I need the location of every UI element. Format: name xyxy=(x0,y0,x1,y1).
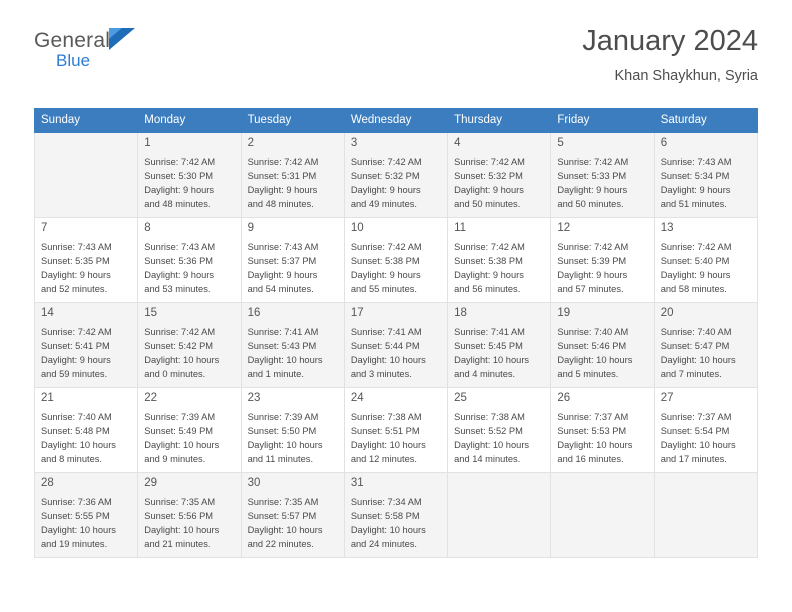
day-sun-info-line: Daylight: 9 hours xyxy=(144,184,215,195)
calendar-week-row xyxy=(35,473,758,558)
title-block xyxy=(582,26,758,84)
day-sun-info-line: Daylight: 9 hours xyxy=(557,269,628,280)
day-sun-info xyxy=(454,410,544,467)
day-sun-info-line: Sunrise: 7:40 AM xyxy=(557,326,629,337)
day-sun-info xyxy=(661,240,751,297)
day-sun-info xyxy=(557,240,647,297)
day-sun-info-line: Daylight: 9 hours xyxy=(350,269,421,280)
day-sun-info-line: Sunrise: 7:42 AM xyxy=(247,156,319,167)
day-sun-info-line: Sunrise: 7:40 AM xyxy=(660,326,732,337)
day-sun-info xyxy=(351,410,441,467)
weekday-header-tuesday: Tuesday xyxy=(241,109,344,133)
day-number: 28 xyxy=(41,477,54,490)
day-sun-info xyxy=(144,410,234,467)
day-sun-info-line: Sunset: 5:52 PM xyxy=(454,425,523,436)
day-sun-info-line: Daylight: 9 hours xyxy=(247,184,318,195)
calendar-day-cell[interactable] xyxy=(35,218,138,303)
day-number: 15 xyxy=(144,307,158,320)
day-sun-info-line: Sunrise: 7:41 AM xyxy=(247,326,319,337)
day-sun-info-line: Daylight: 9 hours xyxy=(247,269,318,280)
day-sun-info-line: Daylight: 9 hours xyxy=(660,269,731,280)
page-title: January 2024 xyxy=(582,25,758,57)
day-number: 4 xyxy=(454,137,461,149)
day-sun-info-line: and 53 minutes. xyxy=(144,283,211,294)
calendar-day-cell[interactable] xyxy=(551,133,654,218)
day-sun-info-line: Sunrise: 7:38 AM xyxy=(350,411,422,422)
page-header xyxy=(34,26,758,96)
logo-text-general: General xyxy=(34,29,111,52)
weekday-header-sunday: Sunday xyxy=(35,109,138,133)
day-sun-info-line: Sunrise: 7:35 AM xyxy=(144,496,216,507)
day-sun-info-line: Daylight: 9 hours xyxy=(41,269,111,280)
day-number: 22 xyxy=(144,392,158,405)
day-number: 18 xyxy=(454,307,467,320)
calendar-empty-cell xyxy=(654,473,757,558)
day-sun-info-line: Sunrise: 7:42 AM xyxy=(350,156,422,167)
day-sun-info-line: Daylight: 9 hours xyxy=(350,184,421,195)
day-sun-info-line: Sunset: 5:38 PM xyxy=(350,255,420,266)
day-sun-info-line: Sunset: 5:41 PM xyxy=(41,340,110,351)
calendar-day-cell[interactable] xyxy=(654,303,757,388)
day-sun-info-line: and 50 minutes. xyxy=(557,198,624,209)
logo[interactable] xyxy=(34,26,110,69)
calendar-week-row xyxy=(35,303,758,388)
day-sun-info-line: and 58 minutes. xyxy=(660,283,727,294)
calendar-week-row xyxy=(35,218,758,303)
day-sun-info-line: Sunset: 5:45 PM xyxy=(454,340,523,351)
day-sun-info xyxy=(144,325,234,382)
day-sun-info-line: and 52 minutes. xyxy=(41,283,108,294)
day-sun-info-line: and 49 minutes. xyxy=(350,198,417,209)
day-sun-info-line: Sunset: 5:35 PM xyxy=(41,255,110,266)
day-sun-info-line: Sunrise: 7:43 AM xyxy=(660,156,732,167)
day-sun-info-line: Sunrise: 7:42 AM xyxy=(350,241,422,252)
logo-text-blue: Blue xyxy=(56,51,91,70)
calendar-day-cell[interactable] xyxy=(344,388,447,473)
day-sun-info-line: Sunrise: 7:42 AM xyxy=(557,241,629,252)
calendar-day-cell[interactable] xyxy=(344,303,447,388)
day-sun-info-line: Sunset: 5:54 PM xyxy=(660,425,730,436)
day-sun-info-line: Daylight: 10 hours xyxy=(454,354,530,365)
day-sun-info xyxy=(248,155,338,212)
day-number: 13 xyxy=(660,222,674,235)
flag-highlight-icon xyxy=(109,28,122,39)
day-sun-info-line: Sunset: 5:48 PM xyxy=(41,425,110,436)
day-sun-info xyxy=(144,155,234,212)
day-sun-info-line: and 56 minutes. xyxy=(454,283,521,294)
day-sun-info-line: Sunrise: 7:42 AM xyxy=(41,326,112,337)
day-sun-info-line: Sunset: 5:58 PM xyxy=(350,510,420,521)
calendar-day-cell[interactable] xyxy=(241,133,344,218)
day-sun-info-line: Sunrise: 7:36 AM xyxy=(41,496,112,507)
day-sun-info-line: Sunrise: 7:42 AM xyxy=(144,156,216,167)
day-sun-info-line: Daylight: 9 hours xyxy=(557,184,628,195)
day-sun-info-line: Sunset: 5:30 PM xyxy=(144,170,214,181)
day-sun-info-line: and 59 minutes. xyxy=(41,368,108,379)
day-sun-info-line: Daylight: 10 hours xyxy=(454,439,530,450)
day-sun-info-line: Sunrise: 7:38 AM xyxy=(454,411,525,422)
day-sun-info-line: Daylight: 10 hours xyxy=(557,354,633,365)
day-sun-info-line: Sunset: 5:46 PM xyxy=(557,340,627,351)
day-sun-info xyxy=(351,240,441,297)
calendar-empty-cell xyxy=(448,473,551,558)
day-sun-info xyxy=(248,325,338,382)
calendar-day-cell[interactable] xyxy=(448,133,551,218)
day-sun-info-line: and 17 minutes. xyxy=(660,453,727,464)
calendar-day-cell[interactable] xyxy=(241,388,344,473)
day-sun-info-line: Sunset: 5:44 PM xyxy=(350,340,420,351)
day-number: 16 xyxy=(247,307,261,320)
calendar-day-cell[interactable] xyxy=(654,218,757,303)
calendar-day-cell[interactable] xyxy=(551,218,654,303)
day-sun-info-line: Sunrise: 7:39 AM xyxy=(247,411,319,422)
day-sun-info-line: Daylight: 10 hours xyxy=(144,439,220,450)
day-sun-info-line: Sunset: 5:37 PM xyxy=(247,255,317,266)
day-sun-info-line: and 24 minutes. xyxy=(350,538,417,549)
day-sun-info-line: Sunrise: 7:43 AM xyxy=(247,241,319,252)
day-sun-info xyxy=(454,325,544,382)
calendar-day-cell[interactable] xyxy=(35,388,138,473)
day-sun-info-line: Sunset: 5:47 PM xyxy=(660,340,730,351)
day-sun-info-line: Sunset: 5:51 PM xyxy=(350,425,420,436)
day-number: 10 xyxy=(350,222,364,235)
day-sun-info-line: and 11 minutes. xyxy=(247,453,314,464)
day-number: 23 xyxy=(247,392,261,405)
day-sun-info xyxy=(661,155,751,212)
day-sun-info-line: Daylight: 9 hours xyxy=(454,269,524,280)
day-sun-info xyxy=(351,155,441,212)
day-sun-info-line: Daylight: 9 hours xyxy=(41,354,111,365)
day-sun-info-line: Sunset: 5:50 PM xyxy=(247,425,317,436)
day-sun-info-line: Sunset: 5:33 PM xyxy=(557,170,627,181)
calendar-day-cell[interactable] xyxy=(448,388,551,473)
day-sun-info-line: and 48 minutes. xyxy=(247,198,314,209)
calendar-day-cell[interactable] xyxy=(138,133,241,218)
day-sun-info-line: Daylight: 9 hours xyxy=(454,184,524,195)
day-sun-info-line: and 7 minutes. xyxy=(660,368,722,379)
calendar-day-cell[interactable] xyxy=(654,133,757,218)
day-sun-info-line: Daylight: 9 hours xyxy=(144,269,215,280)
day-sun-info xyxy=(351,325,441,382)
day-sun-info xyxy=(557,325,647,382)
day-number: 11 xyxy=(454,222,467,235)
day-sun-info-line: Sunset: 5:31 PM xyxy=(247,170,317,181)
day-number: 7 xyxy=(41,222,48,235)
calendar-table xyxy=(34,108,758,558)
day-sun-info-line: Sunset: 5:49 PM xyxy=(144,425,214,436)
day-number: 8 xyxy=(144,222,151,235)
day-sun-info-line: and 9 minutes. xyxy=(144,453,206,464)
day-sun-info-line: Daylight: 10 hours xyxy=(660,439,736,450)
day-sun-info-line: Sunset: 5:53 PM xyxy=(557,425,627,436)
day-sun-info-line: and 57 minutes. xyxy=(557,283,624,294)
calendar-day-cell[interactable] xyxy=(344,218,447,303)
day-number: 24 xyxy=(350,392,364,405)
day-sun-info-line: Sunrise: 7:43 AM xyxy=(144,241,216,252)
calendar-week-row xyxy=(35,133,758,218)
day-sun-info-line: Sunset: 5:56 PM xyxy=(144,510,214,521)
day-sun-info-line: Sunrise: 7:40 AM xyxy=(41,411,112,422)
calendar-day-cell[interactable] xyxy=(138,218,241,303)
day-sun-info-line: Sunset: 5:42 PM xyxy=(144,340,214,351)
day-sun-info-line: Sunrise: 7:34 AM xyxy=(350,496,422,507)
calendar-day-cell[interactable] xyxy=(448,303,551,388)
day-number: 21 xyxy=(41,392,54,405)
day-sun-info xyxy=(248,495,338,552)
calendar-day-cell[interactable] xyxy=(35,473,138,558)
calendar-day-cell[interactable] xyxy=(138,303,241,388)
day-sun-info-line: Sunrise: 7:39 AM xyxy=(144,411,216,422)
calendar-day-cell[interactable] xyxy=(344,473,447,558)
day-sun-info-line: and 50 minutes. xyxy=(454,198,521,209)
day-sun-info xyxy=(144,495,234,552)
day-sun-info-line: Sunset: 5:36 PM xyxy=(144,255,214,266)
day-sun-info-line: Daylight: 10 hours xyxy=(247,524,323,535)
calendar-day-cell[interactable] xyxy=(138,388,241,473)
day-sun-info-line: Daylight: 10 hours xyxy=(350,354,426,365)
day-sun-info xyxy=(454,155,544,212)
location-subtitle: Khan Shaykhun, Syria xyxy=(614,67,758,84)
day-sun-info xyxy=(351,495,441,552)
day-number: 20 xyxy=(660,307,674,320)
day-sun-info-line: and 54 minutes. xyxy=(247,283,314,294)
day-sun-info xyxy=(41,495,131,552)
day-number: 14 xyxy=(41,307,54,320)
day-sun-info-line: Daylight: 10 hours xyxy=(41,439,116,450)
day-sun-info-line: Sunset: 5:39 PM xyxy=(557,255,627,266)
day-sun-info-line: Sunrise: 7:43 AM xyxy=(41,241,112,252)
day-sun-info-line: and 4 minutes. xyxy=(454,368,516,379)
day-sun-info-line: and 8 minutes. xyxy=(41,453,102,464)
day-sun-info-line: Daylight: 10 hours xyxy=(350,524,426,535)
day-number: 27 xyxy=(660,392,674,405)
day-number: 25 xyxy=(454,392,467,405)
day-sun-info xyxy=(454,240,544,297)
day-number: 26 xyxy=(557,392,571,405)
day-sun-info xyxy=(661,410,751,467)
day-sun-info-line: Sunset: 5:38 PM xyxy=(454,255,523,266)
day-sun-info-line: and 55 minutes. xyxy=(350,283,417,294)
day-sun-info xyxy=(41,240,131,297)
day-sun-info xyxy=(661,325,751,382)
day-sun-info-line: Daylight: 10 hours xyxy=(144,354,220,365)
day-sun-info xyxy=(248,410,338,467)
day-sun-info xyxy=(557,410,647,467)
day-sun-info xyxy=(144,240,234,297)
day-number: 5 xyxy=(557,137,564,149)
day-number: 9 xyxy=(247,222,254,235)
day-sun-info-line: Sunrise: 7:37 AM xyxy=(557,411,629,422)
day-number: 29 xyxy=(144,477,158,490)
calendar-day-cell[interactable] xyxy=(241,473,344,558)
day-sun-info-line: Daylight: 10 hours xyxy=(247,354,323,365)
day-sun-info-line: and 22 minutes. xyxy=(247,538,314,549)
day-number: 19 xyxy=(557,307,571,320)
day-sun-info-line: Sunset: 5:55 PM xyxy=(41,510,110,521)
day-sun-info-line: Daylight: 10 hours xyxy=(350,439,426,450)
day-sun-info-line: Sunrise: 7:42 AM xyxy=(454,156,525,167)
calendar-day-cell[interactable] xyxy=(551,388,654,473)
calendar-day-cell[interactable] xyxy=(654,388,757,473)
day-sun-info-line: and 5 minutes. xyxy=(557,368,619,379)
calendar-empty-cell xyxy=(551,473,654,558)
day-number: 2 xyxy=(247,137,254,149)
day-sun-info xyxy=(557,155,647,212)
calendar-day-cell[interactable] xyxy=(448,218,551,303)
calendar-day-cell[interactable] xyxy=(241,303,344,388)
day-sun-info-line: and 51 minutes. xyxy=(660,198,727,209)
weekday-header-wednesday: Wednesday xyxy=(344,109,447,133)
day-number: 12 xyxy=(557,222,571,235)
calendar-day-cell[interactable] xyxy=(241,218,344,303)
day-sun-info-line: Sunrise: 7:41 AM xyxy=(454,326,525,337)
day-sun-info-line: Sunset: 5:32 PM xyxy=(350,170,420,181)
calendar-day-cell[interactable] xyxy=(35,303,138,388)
day-sun-info-line: Sunset: 5:57 PM xyxy=(247,510,317,521)
calendar-day-cell[interactable] xyxy=(551,303,654,388)
calendar-week-row xyxy=(35,388,758,473)
day-sun-info-line: and 0 minutes. xyxy=(144,368,206,379)
calendar-day-cell[interactable] xyxy=(344,133,447,218)
weekday-header-thursday: Thursday xyxy=(448,109,551,133)
day-sun-info-line: Sunrise: 7:35 AM xyxy=(247,496,319,507)
day-sun-info-line: and 19 minutes. xyxy=(41,538,108,549)
day-sun-info-line: and 21 minutes. xyxy=(144,538,211,549)
day-sun-info-line: Sunrise: 7:42 AM xyxy=(454,241,525,252)
day-sun-info-line: and 12 minutes. xyxy=(350,453,417,464)
day-sun-info-line: Daylight: 10 hours xyxy=(247,439,323,450)
day-number: 31 xyxy=(350,477,364,490)
day-sun-info-line: Daylight: 10 hours xyxy=(144,524,220,535)
day-sun-info-line: Sunrise: 7:42 AM xyxy=(660,241,732,252)
day-number: 1 xyxy=(144,137,151,149)
day-sun-info-line: Daylight: 9 hours xyxy=(660,184,731,195)
day-number: 17 xyxy=(350,307,364,320)
day-sun-info-line: Daylight: 10 hours xyxy=(660,354,736,365)
day-number: 30 xyxy=(247,477,261,490)
day-number: 3 xyxy=(350,137,358,149)
day-sun-info-line: Sunset: 5:40 PM xyxy=(660,255,730,266)
day-sun-info xyxy=(41,325,131,382)
day-sun-info-line: Sunset: 5:32 PM xyxy=(454,170,523,181)
day-sun-info-line: and 16 minutes. xyxy=(557,453,624,464)
weekday-header-friday: Friday xyxy=(551,109,654,133)
day-number: 6 xyxy=(660,137,668,149)
day-sun-info-line: Sunrise: 7:42 AM xyxy=(557,156,629,167)
calendar-empty-cell xyxy=(35,133,138,218)
calendar-day-cell[interactable] xyxy=(138,473,241,558)
day-sun-info-line: Sunset: 5:34 PM xyxy=(660,170,730,181)
day-sun-info-line: Sunrise: 7:37 AM xyxy=(660,411,732,422)
weekday-header-monday: Monday xyxy=(138,109,241,133)
day-sun-info xyxy=(41,410,131,467)
day-sun-info-line: Daylight: 10 hours xyxy=(557,439,633,450)
day-sun-info-line: Sunrise: 7:41 AM xyxy=(350,326,422,337)
calendar-body xyxy=(35,133,758,558)
weekday-header-saturday: Saturday xyxy=(654,109,757,133)
day-sun-info-line: Sunrise: 7:42 AM xyxy=(144,326,216,337)
day-sun-info xyxy=(248,240,338,297)
day-sun-info-line: Sunset: 5:43 PM xyxy=(247,340,317,351)
day-sun-info-line: Daylight: 10 hours xyxy=(41,524,116,535)
day-sun-info-line: and 14 minutes. xyxy=(454,453,521,464)
day-sun-info-line: and 1 minute. xyxy=(247,368,304,379)
day-sun-info-line: and 48 minutes. xyxy=(144,198,211,209)
day-sun-info-line: and 3 minutes. xyxy=(350,368,412,379)
weekday-header-row xyxy=(35,109,758,133)
